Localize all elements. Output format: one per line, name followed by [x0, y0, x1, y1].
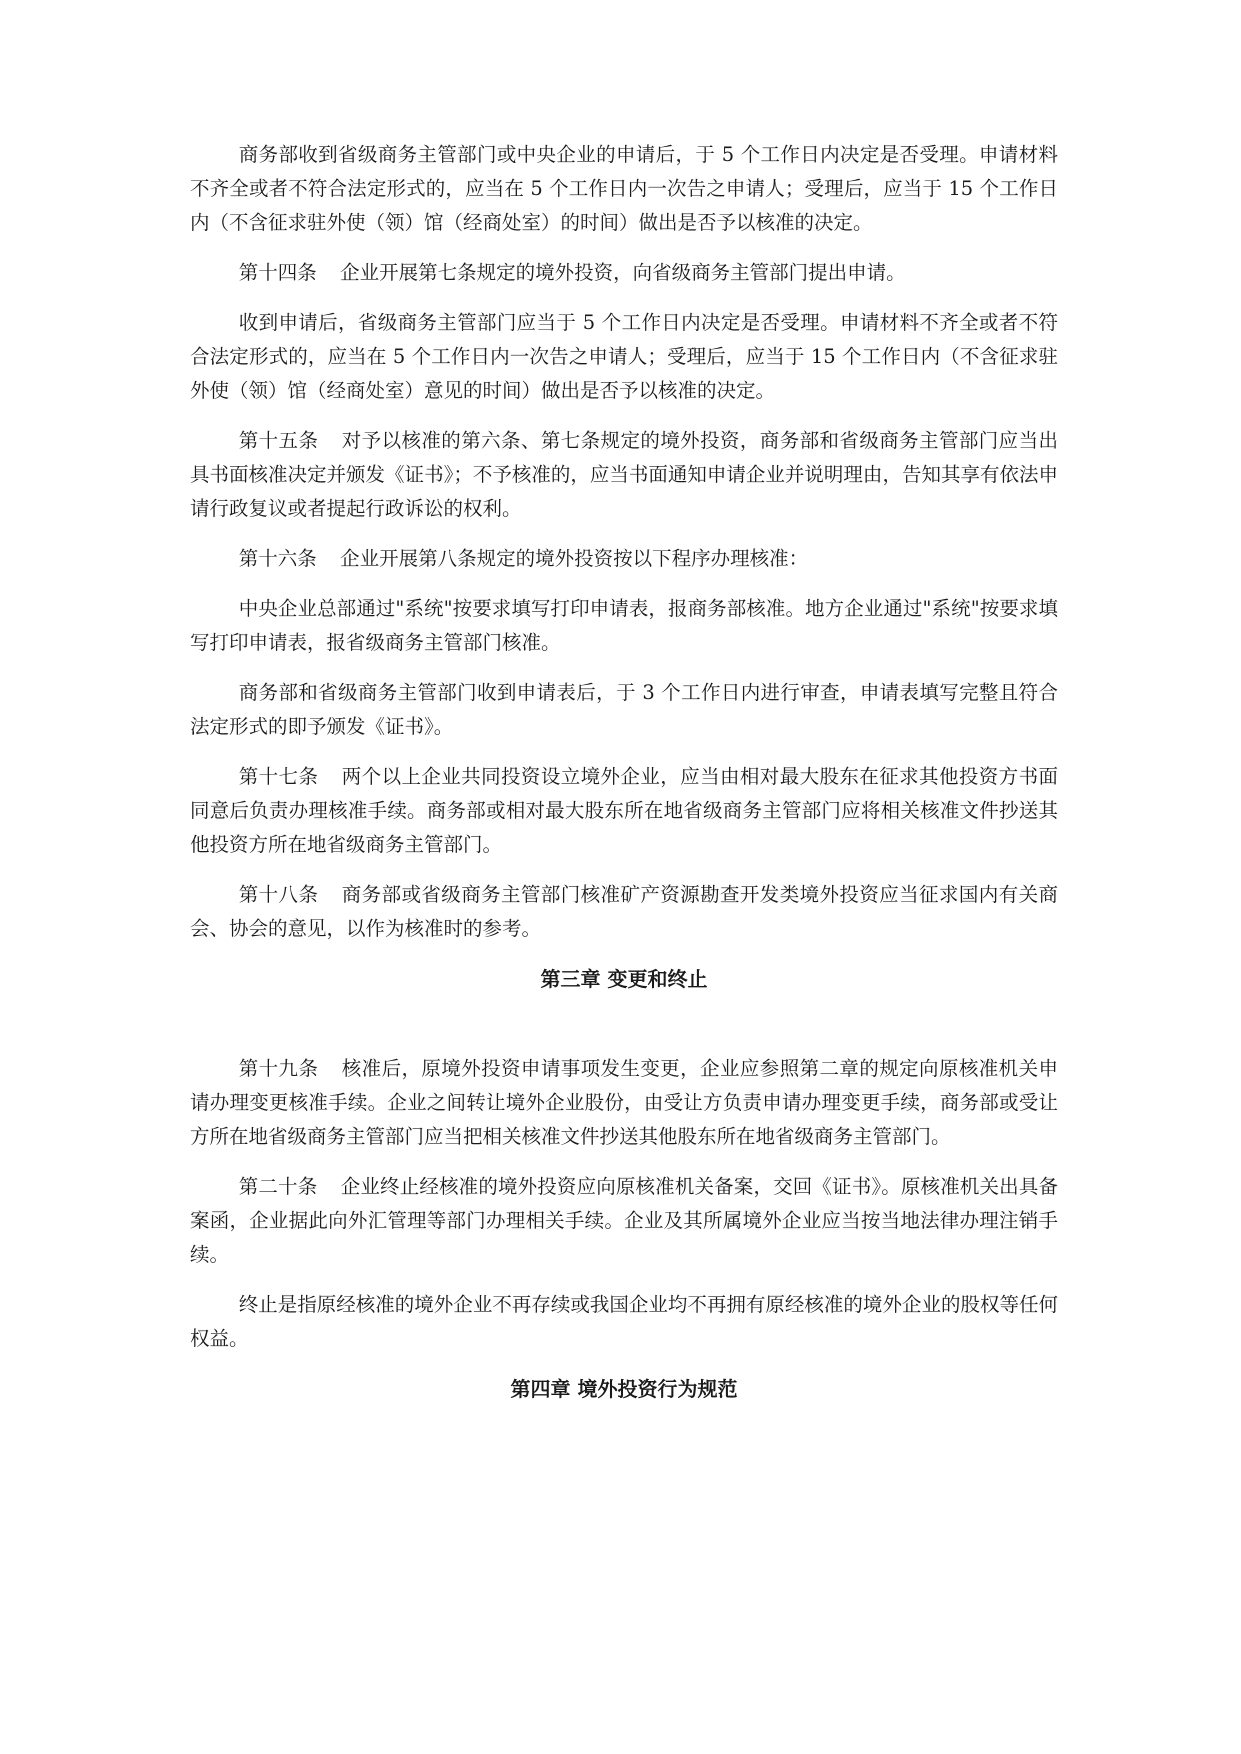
paragraph-text: 中央企业总部通过"系统"按要求填写打印申请表，报商务部核准。地方企业通过"系统"按要求填写打印申请表，报省级商务主管部门核准。: [190, 597, 1058, 654]
article-number: 第十九条: [238, 1057, 319, 1080]
paragraph: [190, 424, 1058, 526]
paragraph: [190, 542, 1058, 576]
paragraph-text: 两个以上企业共同投资设立境外企业，应当由相对最大股东在征求其他投资方书面同意后负责办理核准手续。商务部或相对最大股东所在地省级商务主管部门应将相关核准文件抄送其他投资方所在地省级商务主管部门。: [190, 765, 1058, 856]
paragraph: [190, 592, 1058, 660]
paragraph-text: 对予以核准的第六条、第七条规定的境外投资，商务部和省级商务主管部门应当出具书面核准决定并颁发《证书》；不予核准的，应当书面通知申请企业并说明理由，告知其享有依法申请行政复议或者提起行政诉讼的权利。: [190, 429, 1058, 520]
paragraph: [190, 1052, 1058, 1154]
article-number: 第十四条: [238, 261, 317, 284]
paragraph-text: 收到申请后，省级商务主管部门应当于 5 个工作日内决定是否受理。申请材料不齐全或者不符合法定形式的，应当在 5 个工作日内一次告之申请人；受理后，应当于 15 个工作日内（不含征求驻外使（领）馆（经商处室）意见的时间）做出是否予以核准的决定。: [190, 311, 1058, 402]
paragraph: [190, 256, 1058, 290]
paragraph-text: 企业开展第七条规定的境外投资，向省级商务主管部门提出申请。: [340, 261, 906, 284]
paragraph: [190, 760, 1058, 862]
paragraph: [190, 1288, 1058, 1356]
article-number: 第二十条: [238, 1175, 318, 1198]
article-number: 第十六条: [238, 547, 317, 570]
chapter-heading: 第三章 变更和终止: [540, 967, 708, 991]
paragraph: [190, 1170, 1058, 1272]
paragraph-text: 终止是指原经核准的境外企业不再存续或我国企业均不再拥有原经核准的境外企业的股权等任何权益。: [190, 1293, 1058, 1350]
paragraph-text: 企业开展第八条规定的境外投资按以下程序办理核准：: [340, 547, 809, 570]
paragraph-text: 核准后，原境外投资申请事项发生变更，企业应参照第二章的规定向原核准机关申请办理变更核准手续。企业之间转让境外企业股份，由受让方负责申请办理变更手续，商务部或受让方所在地省级商务主管部门应当把相关核准文件抄送其他股东所在地省级商务主管部门。: [190, 1057, 1058, 1148]
article-number: 第十五条: [238, 429, 319, 452]
article-number: 第十七条: [238, 765, 319, 788]
paragraph: [190, 138, 1058, 240]
paragraph-text: 商务部收到省级商务主管部门或中央企业的申请后，于 5 个工作日内决定是否受理。申请材料不齐全或者不符合法定形式的，应当在 5 个工作日内一次告之申请人；受理后，应当于 15 个工作日内（不含征求驻外使（领）馆（经商处室）的时间）做出是否予以核准的决定。: [190, 143, 1058, 234]
paragraph: [190, 306, 1058, 408]
article-number: 第十八条: [238, 883, 319, 906]
document-page: [190, 138, 1058, 1406]
paragraph: [190, 878, 1058, 946]
paragraph-text: 商务部或省级商务主管部门核准矿产资源勘查开发类境外投资应当征求国内有关商会、协会的意见，以作为核准时的参考。: [190, 883, 1058, 940]
chapter-heading: 第四章 境外投资行为规范: [510, 1377, 738, 1401]
paragraph: [190, 676, 1058, 744]
paragraph-text: 商务部和省级商务主管部门收到申请表后，于 3 个工作日内进行审查，申请表填写完整且符合法定形式的即予颁发《证书》。: [190, 681, 1058, 738]
paragraph-text: 企业终止经核准的境外投资应向原核准机关备案，交回《证书》。原核准机关出具备案函，企业据此向外汇管理等部门办理相关手续。企业及其所属境外企业应当按当地法律办理注销手续。: [190, 1175, 1058, 1266]
